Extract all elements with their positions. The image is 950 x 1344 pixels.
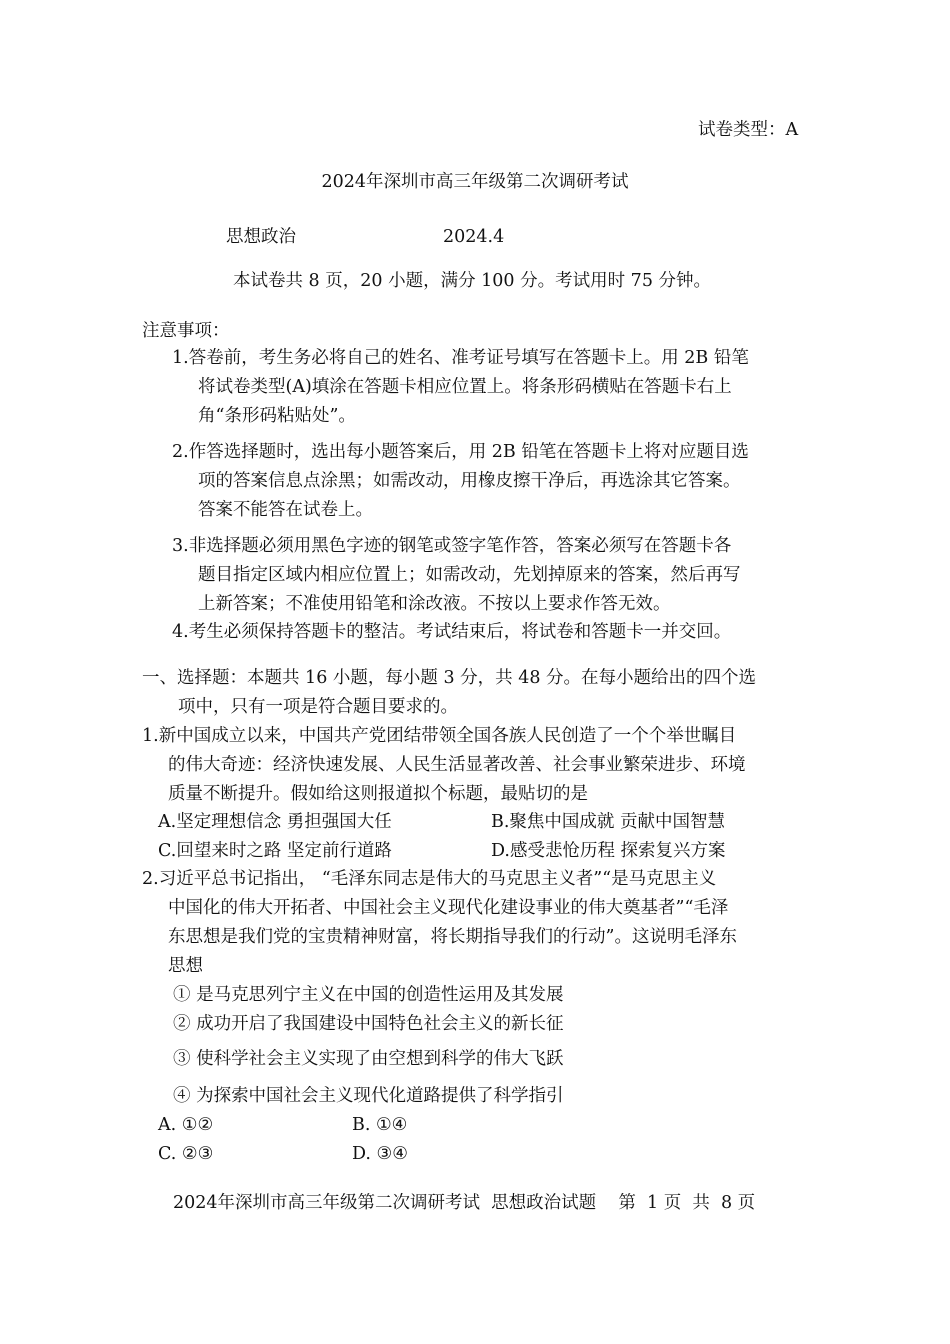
notes-heading: 注意事项： (142, 321, 230, 341)
note-4: 4.考生必须保持答题卡的整洁。考试结束后，将试卷和答题卡一并交回。 (172, 622, 732, 642)
exam-date: 2024.4 (443, 227, 505, 247)
q1-option-d: D.感受悲怆历程 探索复兴方案 (491, 841, 726, 861)
q2-stem-line-2: 中国化的伟大开拓者、中国社会主义现代化建设事业的伟大奠基者”“毛泽 (168, 898, 729, 918)
q2-option-d: D. ③④ (352, 1144, 408, 1164)
q2-stem-line-1: 2.习近平总书记指出， “毛泽东同志是伟大的马克思主义者”“是马克思主义 (142, 869, 717, 889)
q1-option-a: A.坚定理想信念 勇担强国大任 (158, 812, 392, 832)
section-1-heading-line-1: 一、选择题：本题共 16 小题，每小题 3 分，共 48 分。在每小题给出的四个选 (142, 668, 757, 688)
q2-statement-1: ① 是马克思列宁主义在中国的创造性运用及其发展 (173, 985, 564, 1005)
subject-label: 思想政治 (226, 227, 296, 247)
note-3-line-3: 上新答案；不准使用铅笔和涂改液。不按以上要求作答无效。 (198, 594, 671, 614)
note-1-line-3: 角“条形码粘贴处”。 (198, 406, 356, 426)
q2-stem-line-4: 思想 (168, 956, 203, 976)
note-3-line-1: 3.非选择题必须用黑色字迹的钢笔或签字笔作答，答案必须写在答题卡各 (172, 536, 732, 556)
q2-statement-2: ② 成功开启了我国建设中国特色社会主义的新长征 (173, 1014, 564, 1034)
note-2-line-1: 2.作答选择题时，选出每小题答案后，用 2B 铅笔在答题卡上将对应题目选 (172, 442, 749, 462)
note-1-line-1: 1.答卷前，考生务必将自己的姓名、准考证号填写在答题卡上。用 2B 铅笔 (172, 348, 749, 368)
q2-stem-line-3: 东思想是我们党的宝贵精神财富，将长期指导我们的行动”。这说明毛泽东 (168, 927, 737, 947)
section-1-heading-line-2: 项中，只有一项是符合题目要求的。 (178, 697, 458, 717)
note-1-line-2: 将试卷类型(A)填涂在答题卡相应位置上。将条形码横贴在答题卡右上 (198, 377, 732, 397)
q1-stem-line-2: 的伟大奇迹：经济快速发展、人民生活显著改善、社会事业繁荣进步、环境 (168, 755, 746, 775)
paper-type-label: 试卷类型：A (698, 120, 799, 140)
q2-option-a: A. ①② (158, 1115, 214, 1135)
q1-stem-line-1: 1.新中国成立以来，中国共产党团结带领全国各族人民创造了一个个举世瞩目 (142, 726, 737, 746)
q2-statement-3: ③ 使科学社会主义实现了由空想到科学的伟大飞跃 (173, 1049, 564, 1069)
q1-stem-line-3: 质量不断提升。假如给这则报道拟个标题，最贴切的是 (168, 784, 588, 804)
note-3-line-2: 题目指定区域内相应位置上；如需改动，先划掉原来的答案，然后再写 (198, 565, 741, 585)
note-2-line-2: 项的答案信息点涂黑；如需改动，用橡皮擦干净后，再选涂其它答案。 (198, 471, 741, 491)
q2-statement-4: ④ 为探索中国社会主义现代化道路提供了科学指引 (173, 1086, 564, 1106)
q2-option-b: B. ①④ (352, 1115, 408, 1135)
q2-option-c: C. ②③ (158, 1144, 214, 1164)
exam-summary: 本试卷共 8 页，20 小题，满分 100 分。考试用时 75 分钟。 (233, 271, 712, 291)
page-footer: 2024年深圳市高三年级第二次调研考试 思想政治试题 第 1 页 共 8 页 (173, 1193, 756, 1213)
exam-title: 2024年深圳市高三年级第二次调研考试 (321, 172, 629, 192)
note-2-line-3: 答案不能答在试卷上。 (198, 500, 373, 520)
q1-option-b: B.聚焦中国成就 贡献中国智慧 (491, 812, 725, 832)
q1-option-c: C.回望来时之路 坚定前行道路 (158, 841, 392, 861)
